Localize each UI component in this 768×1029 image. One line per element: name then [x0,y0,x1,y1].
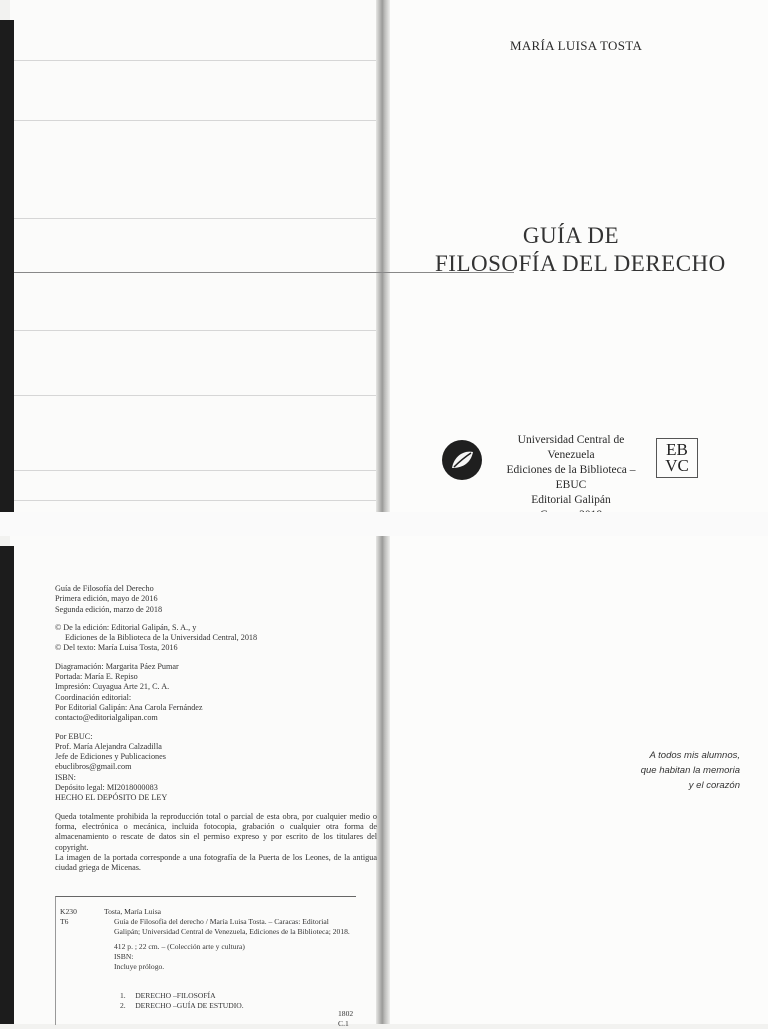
edition-line: Primera edición, mayo de 2016 [55,594,158,604]
legal-notice: Queda totalmente prohibida la reproducción total o parcial de esta obra, por cualquier medio o forma, electrónica o mecánica, incluida fotocopia, grabación o cualquier otra forma de almacenamiento o rescate de datos sin el permiso expreso y por escrito de los titulares del copyright. [55,811,377,852]
publisher-line: Universidad Central de Venezuela [517,434,625,461]
ruled-line [14,500,376,501]
author-name: MARÍA LUISA TOSTA [510,38,643,53]
catalog-entry [104,907,354,972]
catalog-subjects [120,991,244,1011]
title-line: GUÍA DE [522,223,620,248]
ebuc-block [55,732,377,804]
rights-line: © Del texto: María Luisa Tosta, 2016 [55,643,178,653]
catalog-subject: 1. DERECHO –FILOSOFÍA [120,991,216,1000]
cover-note: La imagen de la portada corresponde a una fotografía de la Puerta de los Leones, de la antigua ciudad griega de Micenas. [55,852,377,873]
call-number-line: K230 [60,907,77,916]
credits-line: Diagramación: Margarita Páez Pumar [55,661,179,671]
ebuc-line: Por EBUC: [55,731,93,741]
ruled-line [14,120,376,121]
ebuc-logo: EB VC [656,438,698,478]
colophon-spread [0,536,768,1028]
ruled-line [14,218,376,219]
ebuc-line: ISBN: [55,772,76,782]
credits-block [55,662,377,724]
credits-line: Impresión: Cuyagua Arte 21, C. A. [55,682,170,692]
catalog-subject: 2. DERECHO –GUÍA DE ESTUDIO. [120,1000,244,1010]
edition-line: Guía de Filosofía del Derecho [55,584,154,593]
dedication-line: y el corazón [688,780,740,791]
book-title [435,222,726,278]
ruled-line [14,60,376,61]
blank-left-page [10,0,382,512]
dedication-line: que habitan la memoria [640,765,740,776]
call-number-line: T6 [60,916,69,926]
ucv-leaf-logo [442,440,482,480]
catalog-card [55,896,356,1028]
rights-line: Ediciones de la Biblioteca de la Universidad Central, 2018 [65,633,258,643]
scan-gap [0,512,768,536]
page-edge-shadow [0,20,14,512]
copyright-text [55,584,377,873]
edition-block [55,584,377,615]
catalog-description: Incluye prólogo. [114,961,165,971]
call-number [60,907,77,927]
page-edge-shadow [0,546,14,1024]
publisher-line: Ediciones de la Biblioteca – EBUC [506,464,636,491]
credits-line: Coordinación editorial: [55,692,132,702]
edition-line: Segunda edición, marzo de 2018 [55,604,163,614]
ruled-line [14,470,376,471]
ebuc-line: ebuclibros@gmail.com [55,762,132,772]
ebuc-line: Depósito legal: MI2018000083 [55,783,158,793]
ebuc-line: HECHO EL DEPÓSITO DE LEY [55,793,168,803]
ebuc-line: Jefe de Ediciones y Publicaciones [55,752,166,762]
ruled-line [14,330,376,331]
publisher-block [496,433,646,523]
credits-line: Portada: María E. Repiso [55,672,138,682]
credits-line: Por Editorial Galipán: Ana Carola Fernández [55,702,203,712]
book-gutter [376,536,390,1024]
title-line: FILOSOFÍA DEL DERECHO [435,251,726,276]
book-gutter [376,0,390,512]
credits-line: contacto@editorialgalipan.com [55,713,158,723]
dedication [600,748,740,793]
ebuc-line: Prof. María Alejandra Calzadilla [55,741,162,751]
card-number: 1802 C.1 [338,1009,354,1028]
catalog-description: 412 p. ; 22 cm. – (Colección arte y cultura) [114,942,245,952]
rights-block [55,623,377,654]
title-spread [0,0,768,512]
dedication-line: A todos mis alumnos, [649,750,740,761]
catalog-description: ISBN: [114,952,134,962]
publisher-line: Editorial Galipán [531,494,611,506]
catalog-title: Guía de Filosofía del derecho / María Luisa Tosta. – Caracas: Editorial Galipán; Universidad Central de Venezuela, Ediciones de la Biblioteca; 2018. [114,916,350,936]
ruled-line [14,395,376,396]
catalog-author: Tosta, María Luisa [104,907,162,916]
rights-line: © De la edición: Editorial Galipán, S. A., y [55,622,197,632]
